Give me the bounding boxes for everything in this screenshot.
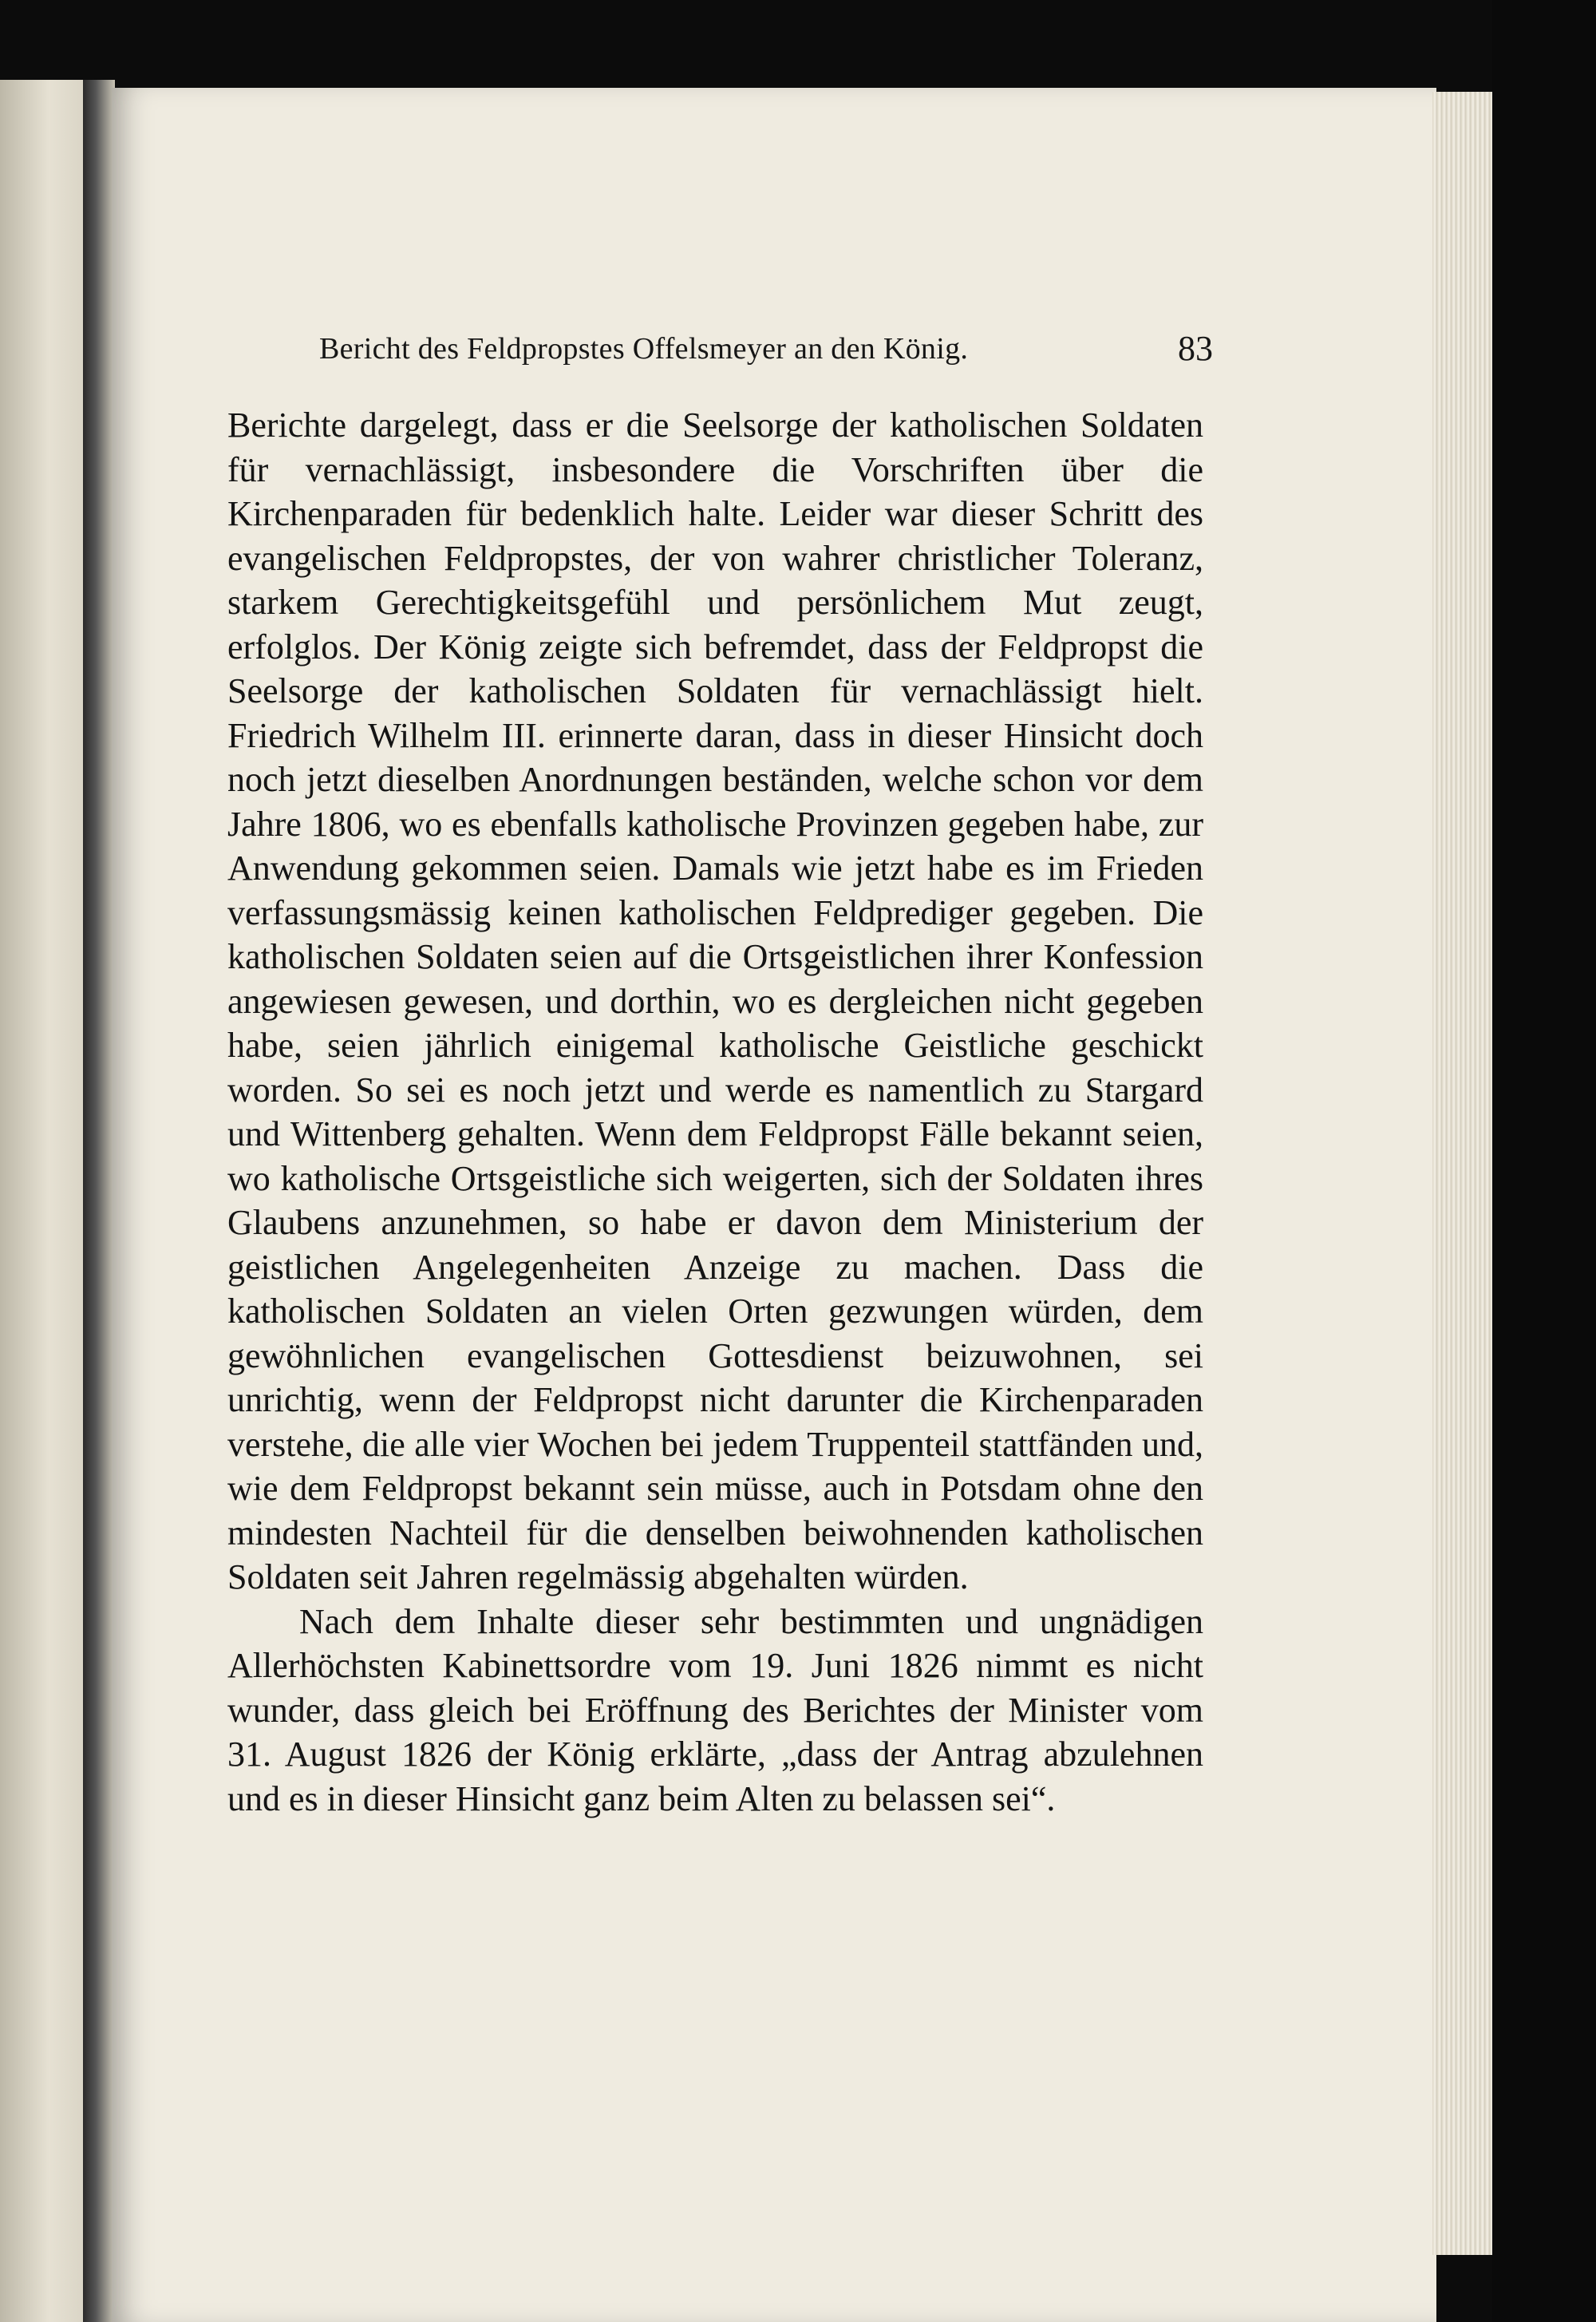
page-block-edges [1432, 92, 1492, 2255]
book-gutter [83, 80, 115, 2322]
body-text [227, 403, 1203, 1821]
page-number: 83 [1178, 329, 1213, 368]
scan-background [1492, 0, 1596, 2322]
paragraph: Berichte dargelegt, dass er die Seelsorge der katholischen Soldaten für vernachlässigt, insbesondere die Vorschriften über die Kirchenparaden für bedenklich halte. Leider war dieser Schritt des evangelischen Feldpropstes, der von wahrer christlicher Toleranz, starkem Gerechtigkeitsgefühl und persönlichem Mut zeugt, erfolglos. Der König zeigte sich befremdet, dass der Feldpropst die Seelsorge der katholischen Soldaten für vernachlässigt hielt. Friedrich Wilhelm III. erinnerte daran, dass in dieser Hinsicht doch noch jetzt dieselben Anordnungen beständen, welche schon vor dem Jahre 1806, wo es ebenfalls katholische Provinzen gegeben habe, zur Anwendung gekommen seien. Damals wie jetzt habe es im Frieden verfassungsmässig keinen katholischen Feldprediger gegeben. Die katholischen Soldaten seien auf die Ortsgeistlichen ihrer Konfession angewiesen gewesen, und dorthin, wo es dergleichen nicht gegeben habe, seien jährlich einigemal katholische Geistliche geschickt worden. So sei es noch jetzt und werde es namentlich zu Stargard und Wittenberg gehalten. Wenn dem Feldpropst Fälle bekannt seien, wo katholische Ortsgeistliche sich weigerten, sich der Soldaten ihres Glaubens anzunehmen, so habe er davon dem Ministerium der geistlichen Angelegenheiten Anzeige zu machen. Dass die katholischen Soldaten an vielen Orten gezwungen würden, dem gewöhnlichen evangelischen Gottesdienst beizuwohnen, sei unrichtig, wenn der Feldpropst nicht darunter die Kirchenparaden verstehe, die alle vier Wochen bei jedem Truppenteil stattfänden und, wie dem Feldpropst bekannt sein müsse, auch in Potsdam ohne den mindesten Nachteil für die denselben beiwohnenden katholischen Soldaten seit Jahren regelmässig abgehalten würden. [227, 405, 1203, 1596]
paragraph: Nach dem Inhalte dieser sehr bestimmten und ungnädigen Allerhöchsten Kabinettsordre vom 19. Juni 1826 nimmt es nicht wunder, dass gleich bei Eröffnung des Berichtes der Minister vom 31. August 1826 der König erklärte, „dass der Antrag abzulehnen und es in dieser Hinsicht ganz beim Alten zu belassen sei“. [227, 1601, 1203, 1818]
page-header [319, 323, 1213, 379]
facing-page-edge [0, 80, 89, 2322]
running-title: Bericht des Feldpropstes Offelsmeyer an den König. [319, 332, 969, 366]
